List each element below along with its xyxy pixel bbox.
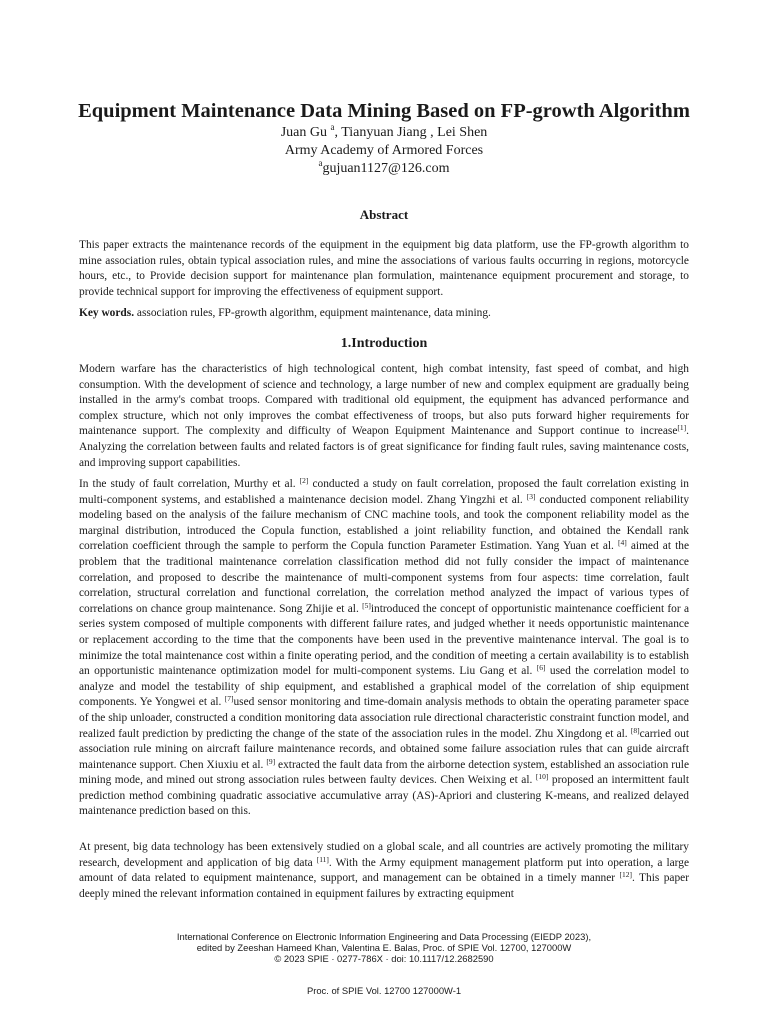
keywords-list: association rules, FP-growth algorithm, equipment maintenance, data mining. bbox=[134, 307, 491, 319]
email-address: gujuan1127@126.com bbox=[322, 161, 450, 176]
citation: [9] bbox=[266, 756, 276, 766]
citation: [6] bbox=[536, 663, 546, 673]
citation: [1] bbox=[677, 423, 687, 433]
citation: [4] bbox=[618, 538, 627, 548]
citation: [11] bbox=[316, 854, 329, 864]
editors-line: edited by Zeeshan Hameed Khan, Valentina E. Balas, Proc. of SPIE Vol. 12700, 127000W bbox=[196, 942, 572, 953]
page-number: Proc. of SPIE Vol. 12700 127000W-1 bbox=[306, 985, 462, 996]
affiliation-marker: a bbox=[330, 122, 335, 132]
section-heading: 1.Introduction bbox=[340, 336, 428, 351]
copyright-line: © 2023 SPIE · 0277-786X · doi: 10.1117/12.2682590 bbox=[274, 953, 494, 964]
intro-paragraph-2: In the study of fault correlation, Murthy et al. [2] conducted a study on fault correlation, proposed the fault correlation existing in multi-component systems, and established a maintenance decision model. Zhang Yingzhi et al. [3] conducted component reliability modeling based on the analysis of the failure mechanism of CNC machine tools, and took the component reliability model as the marginal distribution, introduced the Copula function, established a joint reliability function, and obtained the Kendall rank correlation coefficient through the sample to perform the Copula function Parameter Estimation. Yang Yuan et al. [4] aimed at the problem that the traditional maintenance correlation classification method did not fully consider the impact of maintenance correlation, and proposed to describe the maintenance of multi-component systems from four aspects: time correlation, fault correlation, structural correlation and functional correlation, the correlation method analyzed the impact of various types of correlations on chance group maintenance. Song Zhijie et al. [5]introduced the concept of opportunistic maintenance coefficient for a series system composed of multiple components with different failure rates, and judged whether it needs opportunistic maintenance or replacement according to the time that the components have been used in the preventive maintenance interval. The goal is to minimize the total maintenance cost within a finite operating period, and the condition of meeting a certain availability is to establish an opportunistic maintenance optimization model for multi-component systems. Liu Gang et al. [6] used the correlation model to analyze and model the testability of ship equipment, and established a graphical model of the correlation of ship equipment components. Ye Yongwei et al. [7]used sensor monitoring and time-domain analysis methods to obtain the operating parameter space of the ship unloader, constructed a condition monitoring data association rule directional characteristic constraint function model, and realized fault prediction by predicting the change of the state of the association rules in the model. Zhu Xingdong et al. [8]carried out association rule mining on aircraft failure maintenance records, and obtained some failure association rules that can guide aircraft maintenance support. Chen Xiuxiu et al. [9] extracted the fault data from the airborne detection system, established an association rule mining mode, and mined out strong association rules between faulty devices. Chen Weixing et al. [10] proposed an intermittent fault prediction method combining quadratic associative accumulative array (AS)-Apriori and clustering K-means, and realized delayed maintenance prediction based on this. bbox=[79, 476, 690, 818]
citation: [12] bbox=[619, 870, 632, 880]
citation: [3] bbox=[526, 491, 536, 501]
citation: [7] bbox=[224, 694, 234, 704]
author-email bbox=[0, 160, 768, 178]
coauthor-names: , Tianyuan Jiang , Lei Shen bbox=[334, 125, 488, 140]
author-name: Juan Gu bbox=[280, 125, 331, 140]
author-list bbox=[0, 124, 768, 142]
citation: [5] bbox=[362, 600, 371, 610]
intro-paragraph-3: At present, big data technology has been extensively studied on a global scale, and all countries are actively promoting the military research, development and application of big data [11]. With the Army equipment management platform put into operation, a large amount of data related to equipment maintenance, support, and management can be obtained in a timely manner [12]. This paper deeply mined the relevant information contained in equipment failures by extracting equipment bbox=[79, 841, 690, 900]
keywords-label: Key words. bbox=[79, 307, 135, 319]
keywords bbox=[79, 306, 689, 322]
citation: [10] bbox=[535, 772, 549, 782]
citation: [8] bbox=[630, 725, 640, 735]
citation: [2] bbox=[299, 476, 309, 485]
intro-paragraph-1: Modern warfare has the characteristics of high technological content, high combat intensity, fast speed of combat, and high consumption. With the development of science and technology, a large number of new and complex equipment are gradually being installed in the army's combat troops. Compared with traditional old equipment, the equipment has advanced performance and complex structure, which not only improves the combat effectiveness of troops, but also puts forward higher requirements for maintenance support. The complexity and difficulty of Weapon Equipment Maintenance and Support continue to increase[1]. Analyzing the correlation between faults and related factors is of great significance for finding fault rules, saving maintenance costs, and improving support capabilities. bbox=[79, 363, 689, 469]
email-marker: a bbox=[318, 158, 323, 168]
abstract-text: This paper extracts the maintenance records of the equipment in the equipment big data platform, use the FP-growth algorithm to mine association rules, obtain typical association rules, and mine the associations of various faults occurring in regions, motorcycle hours, etc., to Provide decision support for maintenance plan formulation, maintenance equipment procurement and storage, to provide technical support for improving the effectiveness of equipment support. bbox=[79, 239, 689, 298]
abstract-heading: Abstract bbox=[359, 207, 409, 222]
affiliation: Army Academy of Armored Forces bbox=[284, 143, 484, 158]
paper-title: Equipment Maintenance Data Mining Based on FP-growth Algorithm bbox=[78, 100, 690, 122]
conference-line: International Conference on Electronic Information Engineering and Data Processing (EIEDP 2023), bbox=[176, 931, 592, 942]
